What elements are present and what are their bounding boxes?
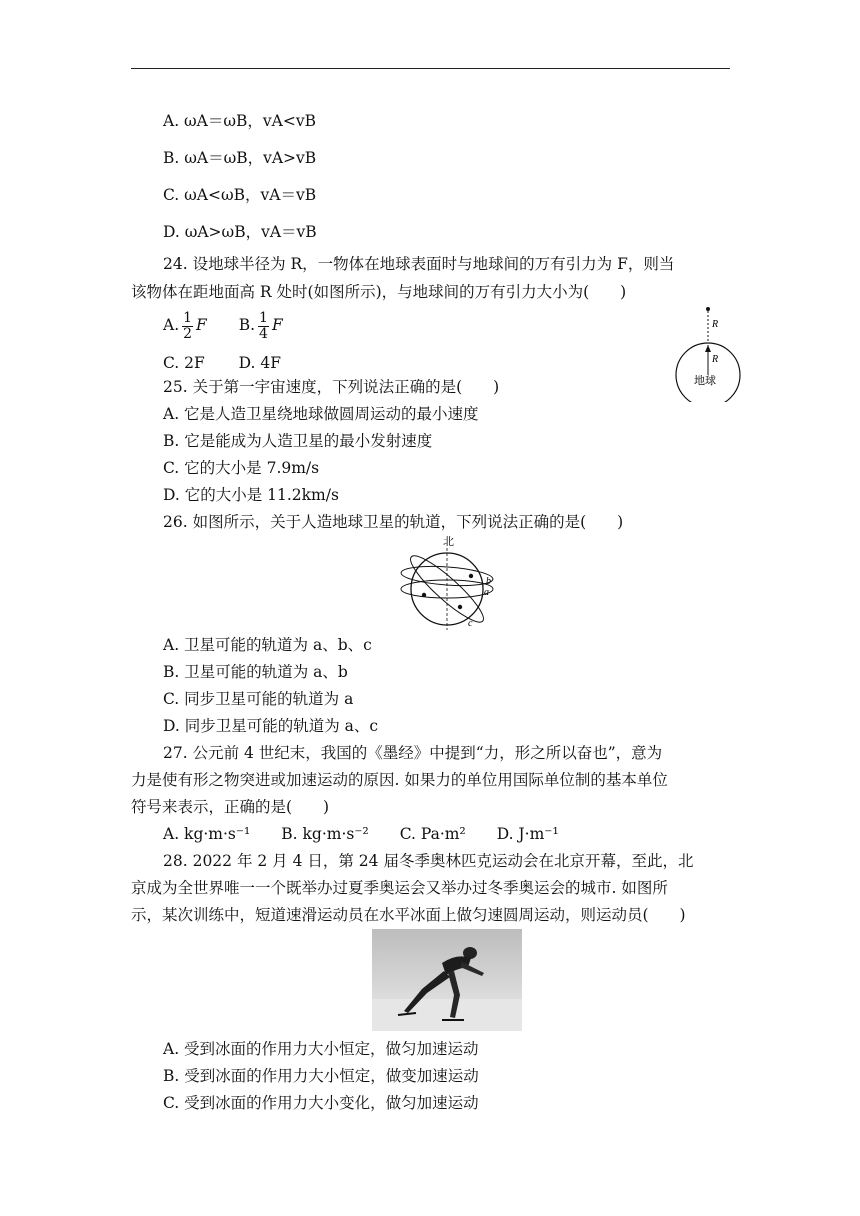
q28-line1: 28. 2022 年 2 月 4 日，第 24 届冬季奥林匹克运动会在北京开幕，至此，北 <box>163 852 694 870</box>
q23-option-d[interactable]: D. ωA>ωB，vA＝vB <box>163 223 317 241</box>
speed-skater-photo <box>372 929 522 1031</box>
q28-option-c[interactable]: C. 受到冰面的作用力大小变化，做匀加速运动 <box>163 1094 479 1112</box>
q26-option-a[interactable]: A. 卫星可能的轨道为 a、b、c <box>163 636 372 654</box>
q26-stem: 26. 如图所示，关于人造地球卫星的轨道，下列说法正确的是( ) <box>163 513 624 531</box>
fraction-one-quarter: $\frac{1}{4}$ <box>259 309 268 342</box>
q28-option-a[interactable]: A. 受到冰面的作用力大小恒定，做匀加速运动 <box>163 1040 479 1058</box>
orbit-label-a: a <box>484 587 489 598</box>
q25-option-c[interactable]: C. 它的大小是 7.9m/s <box>163 459 320 477</box>
q24-stem-line2: 该物体在距地面高 R 处时(如图所示)，与地球间的万有引力大小为( ) <box>131 283 627 301</box>
q27-options[interactable]: A. kg·m·s⁻¹ B. kg·m·s⁻² C. Pa·m² D. J·m⁻¹ <box>163 825 559 843</box>
earth-label: 地球 <box>694 374 716 387</box>
q26-option-d[interactable]: D. 同步卫星可能的轨道为 a、c <box>163 717 379 735</box>
q23-option-c[interactable]: C. ωA<ωB，vA＝vB <box>163 186 317 204</box>
radius-label-inner: R <box>712 354 719 365</box>
q28-line3: 示，某次训练中，短道速滑运动员在水平冰面上做匀速圆周运动，则运动员( ) <box>131 906 686 924</box>
q24-option-a[interactable]: A. $\frac{1}{2}$ F <box>163 309 207 342</box>
q24-options-cd <box>163 352 281 374</box>
q26-option-c[interactable]: C. 同步卫星可能的轨道为 a <box>163 690 354 708</box>
q28-line2: 京成为全世界唯一一个既举办过夏季奥运会又举办过冬季奥运会的城市. 如图所 <box>131 879 668 897</box>
orbit-label-b: b <box>486 576 491 587</box>
q27-line3: 符号来表示，正确的是( ) <box>131 798 330 816</box>
q23-option-a[interactable]: A. ωA＝ωB，vA<vB <box>163 112 316 130</box>
q25-option-d[interactable]: D. 它的大小是 11.2km/s <box>163 486 339 504</box>
header-rule <box>131 68 730 69</box>
earth-height-figure <box>665 302 755 402</box>
q25-stem: 25. 关于第一宇宙速度，下列说法正确的是( ) <box>163 378 500 396</box>
q25-option-b[interactable]: B. 它是能成为人造卫星的最小发射速度 <box>163 432 433 450</box>
q27-line2: 力是使有形之物突进或加速运动的原因. 如果力的单位用国际单位制的基本单位 <box>131 771 668 789</box>
q24-options-ab <box>163 310 283 342</box>
q26-option-b[interactable]: B. 卫星可能的轨道为 a、b <box>163 663 348 681</box>
fraction-one-half: $\frac{1}{2}$ <box>183 309 193 342</box>
skater-silhouette <box>372 929 522 1031</box>
q25-option-a[interactable]: A. 它是人造卫星绕地球做圆周运动的最小速度 <box>163 405 479 423</box>
orbit-label-c: c <box>468 618 473 629</box>
q24-stem-line1: 24. 设地球半径为 R，一物体在地球表面时与地球间的万有引力为 F，则当 <box>163 255 675 273</box>
q28-option-b[interactable]: B. 受到冰面的作用力大小恒定，做变加速运动 <box>163 1067 479 1085</box>
q24-option-b[interactable]: B. $\frac{1}{4}$ F <box>238 309 283 342</box>
radius-label-top: R <box>712 319 719 330</box>
q23-option-b[interactable]: B. ωA＝ωB，vA>vB <box>163 149 317 167</box>
q24-option-c[interactable]: C. 2F <box>163 354 205 372</box>
q24-option-d[interactable]: D. 4F <box>238 354 282 372</box>
north-label: 北 <box>443 535 454 548</box>
q27-line1: 27. 公元前 4 世纪末，我国的《墨经》中提到“力，形之所以奋也”，意为 <box>163 744 663 762</box>
satellite-orbits-figure <box>393 534 508 634</box>
